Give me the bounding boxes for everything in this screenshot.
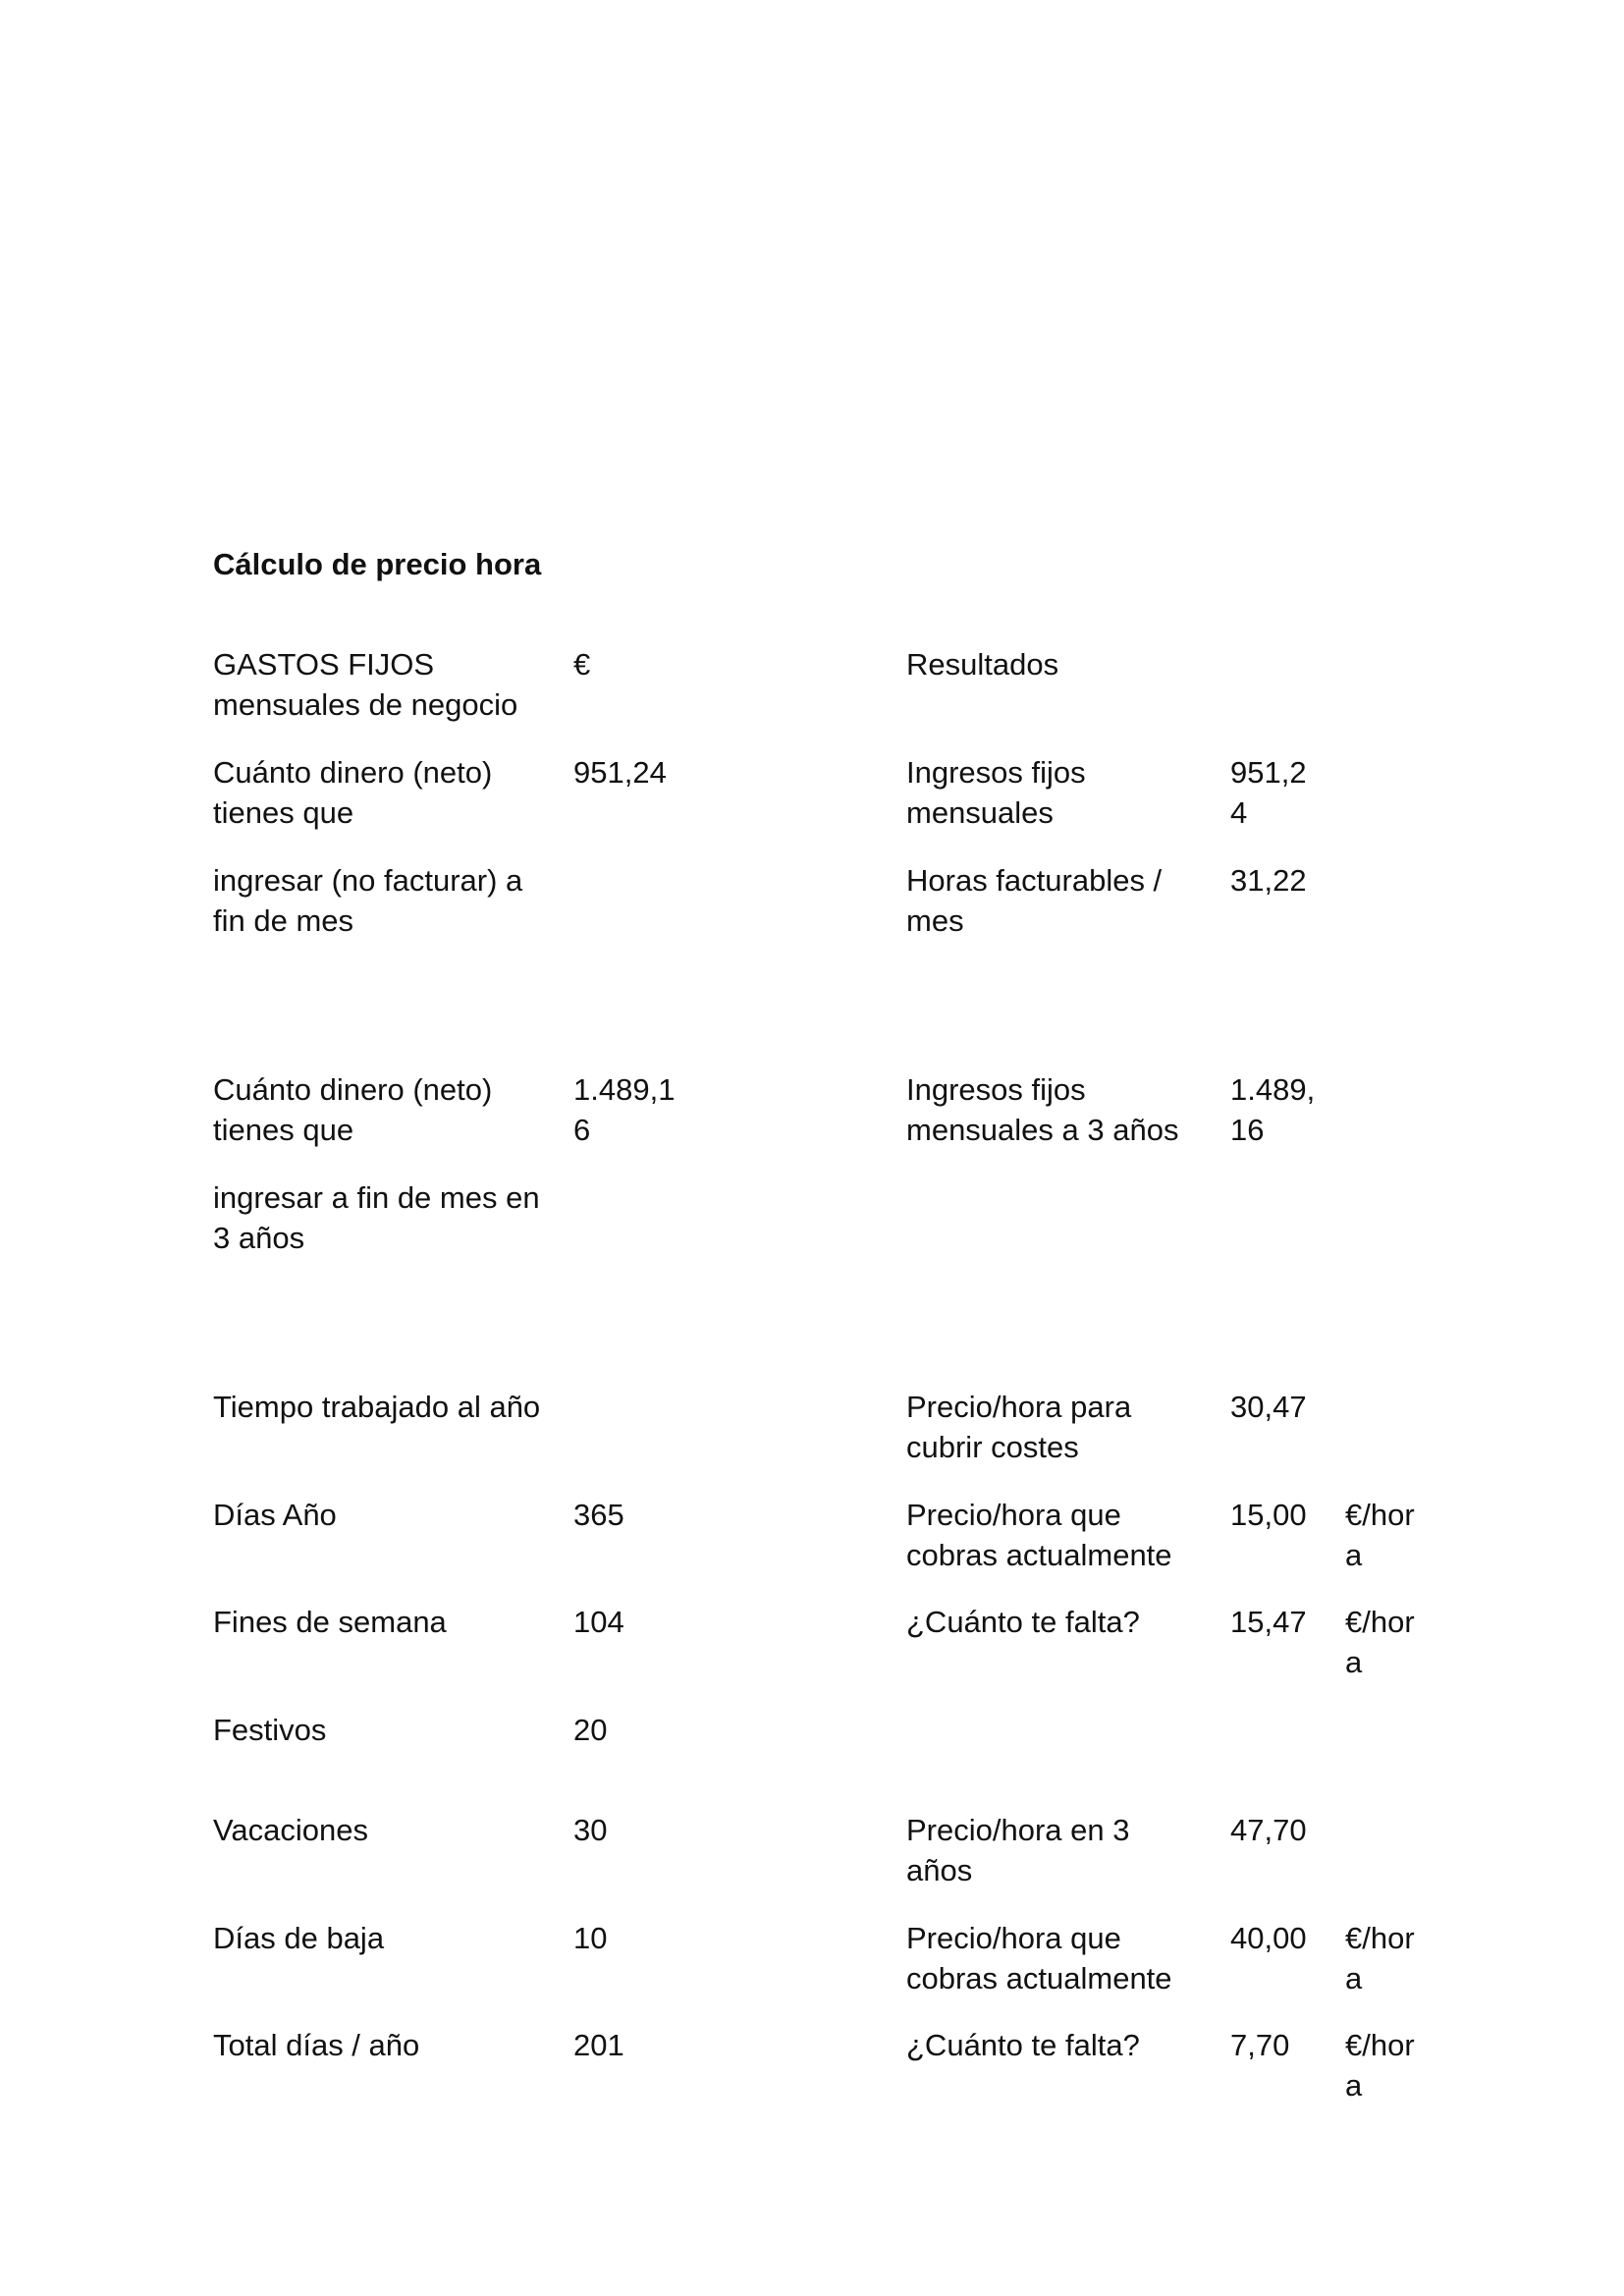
falta-label: ¿Cuánto te falta?	[906, 1605, 1140, 1639]
resultados-header: Resultados	[906, 647, 1059, 682]
precio-actual-2-label: Precio/hora que cobras actualmente	[906, 1921, 1172, 1995]
dinero-label-2: Cuánto dinero (neto) tienes que	[213, 1072, 493, 1147]
vacaciones-label: Vacaciones	[213, 1813, 368, 1847]
dinero-value-1: 951,24	[573, 755, 667, 790]
festivos-label: Festivos	[213, 1713, 327, 1747]
page-title: Cálculo de precio hora	[213, 547, 542, 581]
precio-cubrir-value: 30,47	[1230, 1390, 1307, 1424]
precio-cubrir-label: Precio/hora para cubrir costes	[906, 1390, 1132, 1464]
dinero-label-1: Cuánto dinero (neto) tienes que	[213, 755, 493, 830]
precio-actual-2-unit: €/hora	[1345, 1921, 1415, 1995]
dinero-label-1-cont: ingresar (no facturar) a fin de mes	[213, 863, 523, 938]
currency-header: €	[573, 647, 591, 682]
fines-semana-label: Fines de semana	[213, 1605, 447, 1639]
dinero-value-2: 1.489,16	[573, 1072, 676, 1147]
precio-3-anos-value: 47,70	[1230, 1813, 1307, 1847]
dias-ano-label: Días Año	[213, 1498, 337, 1532]
dias-baja-label: Días de baja	[213, 1921, 385, 1955]
total-dias-label: Total días / año	[213, 2028, 420, 2062]
ingresos-fijos-label: Ingresos fijos mensuales	[906, 755, 1086, 830]
precio-actual-value: 15,00	[1230, 1498, 1307, 1532]
ingresos-3-anos-value: 1.489,16	[1230, 1072, 1316, 1147]
precio-3-anos-label: Precio/hora en 3 años	[906, 1813, 1130, 1887]
horas-facturables-label: Horas facturables / mes	[906, 863, 1163, 938]
vacaciones-value: 30	[573, 1813, 608, 1847]
horas-facturables-value: 31,22	[1230, 863, 1307, 898]
precio-actual-label: Precio/hora que cobras actualmente	[906, 1498, 1172, 1572]
precio-actual-unit: €/hora	[1345, 1498, 1415, 1572]
dias-ano-value: 365	[573, 1498, 624, 1532]
ingresos-fijos-value: 951,24	[1230, 755, 1307, 830]
falta-value: 15,47	[1230, 1605, 1307, 1639]
falta-2-unit: €/hora	[1345, 2028, 1415, 2103]
precio-actual-2-value: 40,00	[1230, 1921, 1307, 1955]
dinero-label-2-cont: ingresar a fin de mes en 3 años	[213, 1180, 540, 1255]
tiempo-trabajado-label: Tiempo trabajado al año	[213, 1390, 541, 1424]
total-dias-value: 201	[573, 2028, 624, 2062]
falta-2-label: ¿Cuánto te falta?	[906, 2028, 1140, 2062]
gastos-fijos-header: GASTOS FIJOS mensuales de negocio	[213, 647, 518, 722]
fines-semana-value: 104	[573, 1605, 624, 1639]
falta-2-value: 7,70	[1230, 2028, 1290, 2062]
ingresos-3-anos-label: Ingresos fijos mensuales a 3 años	[906, 1072, 1179, 1147]
dias-baja-value: 10	[573, 1921, 608, 1955]
festivos-value: 20	[573, 1713, 608, 1747]
falta-unit: €/hora	[1345, 1605, 1415, 1679]
